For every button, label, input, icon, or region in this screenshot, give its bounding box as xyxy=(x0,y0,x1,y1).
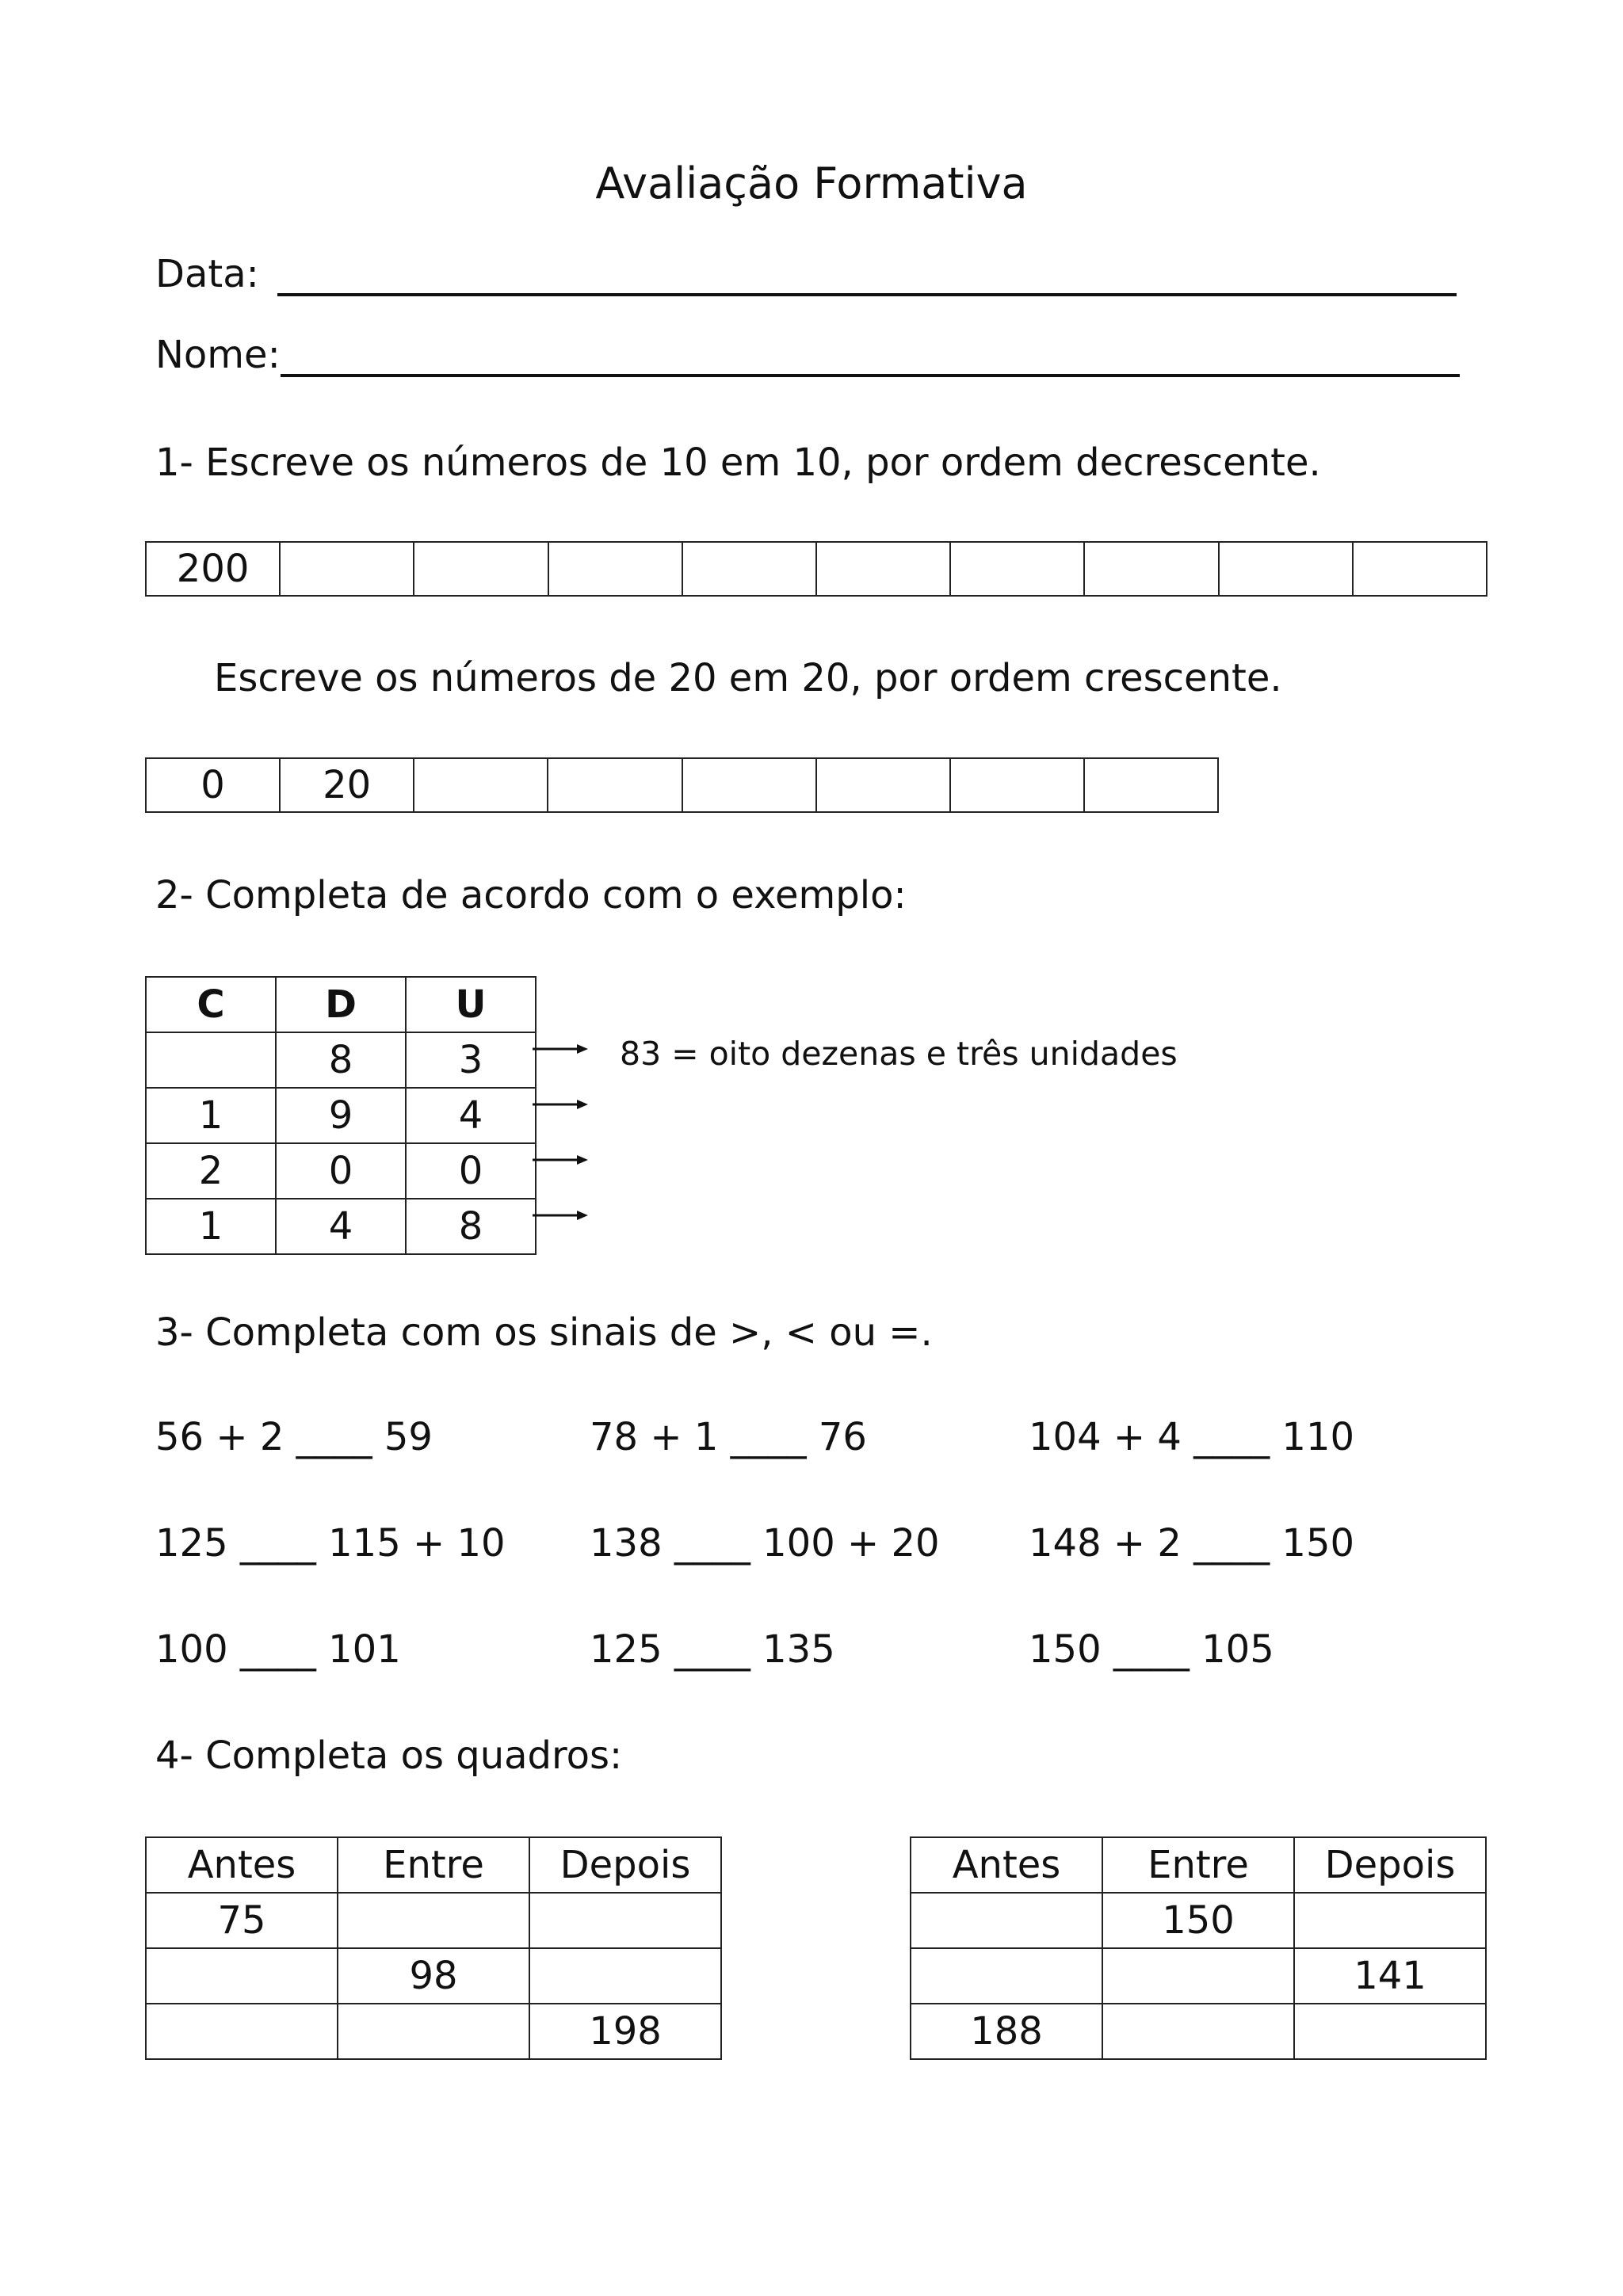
q1-inc-cell[interactable] xyxy=(414,758,548,812)
neighbor-cell: 198 xyxy=(529,2004,721,2059)
cdu-cell: 1 xyxy=(146,1088,276,1143)
comparison-expr[interactable]: 78 + 1 ____ 76 xyxy=(590,1415,867,1459)
q1-dec-cell[interactable] xyxy=(548,542,682,596)
q1-dec-cell[interactable] xyxy=(414,542,548,596)
cdu-cell: 4 xyxy=(276,1199,406,1254)
neighbor-cell: 75 xyxy=(146,1893,338,1948)
neighbor-cell[interactable] xyxy=(529,1893,721,1948)
name-field[interactable] xyxy=(281,374,1460,377)
name-label: Nome: xyxy=(155,333,281,377)
q1-dec-cell[interactable] xyxy=(280,542,414,596)
q1-dec-cell[interactable] xyxy=(950,542,1084,596)
page-title: Avaliação Formativa xyxy=(595,158,1028,208)
q1-inc-cell[interactable] xyxy=(950,758,1084,812)
q2-prompt: 2- Completa de acordo com o exemplo: xyxy=(155,873,907,917)
neighbor-cell: 98 xyxy=(338,1948,529,2004)
header-depois: Depois xyxy=(529,1837,721,1893)
q1-inc-cell[interactable] xyxy=(816,758,950,812)
cdu-cell: 2 xyxy=(146,1143,276,1199)
cdu-cell: 8 xyxy=(406,1199,536,1254)
date-label: Data: xyxy=(155,252,259,296)
header-depois: Depois xyxy=(1294,1837,1486,1893)
cdu-header-d: D xyxy=(276,977,406,1032)
neighbor-cell[interactable] xyxy=(911,1948,1102,2004)
header-entre: Entre xyxy=(338,1837,529,1893)
q1-dec-cell[interactable] xyxy=(682,542,816,596)
q2-example-text: 83 = oito dezenas e três unidades xyxy=(620,1035,1178,1073)
arrow-right-icon xyxy=(533,1043,588,1055)
q1-prompt: 1- Escreve os números de 10 em 10, por ordem decrescente. xyxy=(155,441,1321,485)
header-entre: Entre xyxy=(1102,1837,1294,1893)
q1-inc-cell: 0 xyxy=(146,758,280,812)
cdu-cell: 0 xyxy=(276,1143,406,1199)
q1-dec-cell[interactable] xyxy=(1219,542,1353,596)
q1-inc-cell[interactable] xyxy=(682,758,816,812)
q1-dec-cell[interactable] xyxy=(1084,542,1218,596)
neighbor-cell[interactable] xyxy=(338,1893,529,1948)
q1-prompt-2: Escreve os números de 20 em 20, por ordem crescente. xyxy=(214,656,1282,700)
header-antes: Antes xyxy=(911,1837,1102,1893)
q1-dec-cell: 200 xyxy=(146,542,280,596)
comparison-expr[interactable]: 150 ____ 105 xyxy=(1029,1627,1274,1672)
q1-inc-cell: 20 xyxy=(280,758,414,812)
neighbor-cell[interactable] xyxy=(1102,1948,1294,2004)
q4-prompt: 4- Completa os quadros: xyxy=(155,1733,623,1778)
cdu-cell: 1 xyxy=(146,1199,276,1254)
cdu-cell: 8 xyxy=(276,1032,406,1088)
arrow-right-icon xyxy=(533,1154,588,1166)
q3-prompt: 3- Completa com os sinais de >, < ou =. xyxy=(155,1310,933,1355)
q1-dec-cell[interactable] xyxy=(816,542,950,596)
neighbor-cell: 141 xyxy=(1294,1948,1486,2004)
cdu-header-c: C xyxy=(146,977,276,1032)
neighbor-cell[interactable] xyxy=(911,1893,1102,1948)
comparison-expr[interactable]: 138 ____ 100 + 20 xyxy=(590,1521,940,1566)
cdu-cell: 9 xyxy=(276,1088,406,1143)
comparison-expr[interactable]: 104 + 4 ____ 110 xyxy=(1029,1415,1355,1459)
cdu-header-u: U xyxy=(406,977,536,1032)
comparison-expr[interactable]: 100 ____ 101 xyxy=(155,1627,401,1672)
q1-inc-cell[interactable] xyxy=(1084,758,1218,812)
cdu-cell: 0 xyxy=(406,1143,536,1199)
neighbors-table-left xyxy=(145,1836,722,2060)
date-field[interactable] xyxy=(277,293,1457,296)
cdu-cell: 3 xyxy=(406,1032,536,1088)
cdu-table xyxy=(145,976,537,1255)
q1-increasing-table xyxy=(145,757,1219,813)
neighbor-cell: 150 xyxy=(1102,1893,1294,1948)
comparison-expr[interactable]: 56 + 2 ____ 59 xyxy=(155,1415,433,1459)
comparison-expr[interactable]: 148 + 2 ____ 150 xyxy=(1029,1521,1355,1566)
q1-inc-cell[interactable] xyxy=(548,758,682,812)
header-antes: Antes xyxy=(146,1837,338,1893)
cdu-cell: 4 xyxy=(406,1088,536,1143)
q1-decreasing-table xyxy=(145,541,1487,597)
neighbor-cell[interactable] xyxy=(1102,2004,1294,2059)
neighbor-cell[interactable] xyxy=(146,2004,338,2059)
neighbors-table-right xyxy=(910,1836,1487,2060)
neighbor-cell[interactable] xyxy=(146,1948,338,2004)
neighbor-cell[interactable] xyxy=(338,2004,529,2059)
arrow-right-icon xyxy=(533,1209,588,1222)
comparison-expr[interactable]: 125 ____ 115 + 10 xyxy=(155,1521,506,1566)
q1-dec-cell[interactable] xyxy=(1353,542,1487,596)
comparison-expr[interactable]: 125 ____ 135 xyxy=(590,1627,835,1672)
cdu-cell xyxy=(146,1032,276,1088)
neighbor-cell[interactable] xyxy=(529,1948,721,2004)
neighbor-cell[interactable] xyxy=(1294,2004,1486,2059)
arrow-right-icon xyxy=(533,1098,588,1111)
neighbor-cell[interactable] xyxy=(1294,1893,1486,1948)
neighbor-cell: 188 xyxy=(911,2004,1102,2059)
